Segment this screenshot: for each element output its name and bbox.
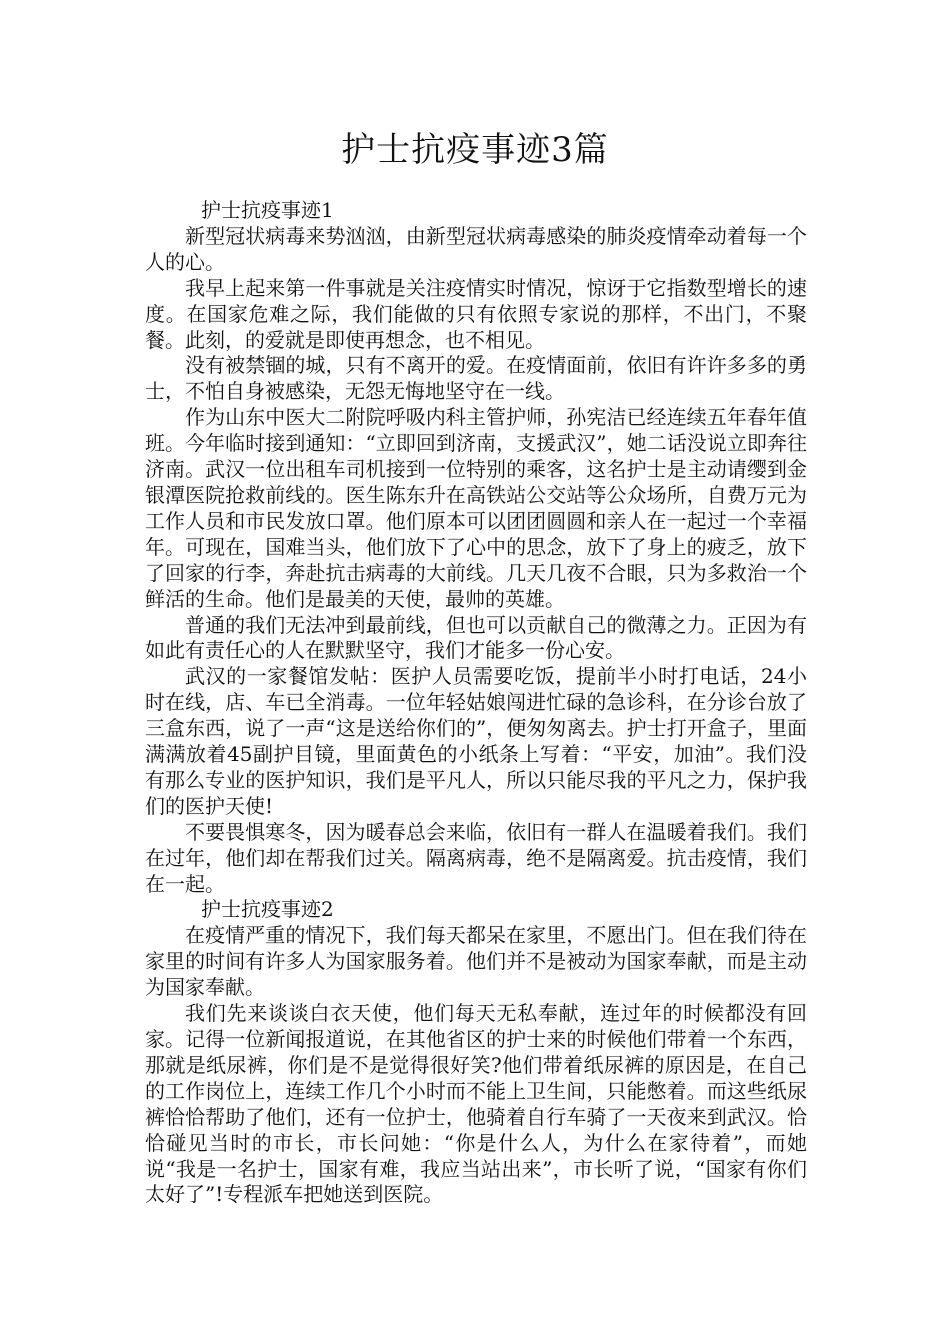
section-heading-1: 护士抗疫事迹1 (201, 198, 334, 222)
document-body (145, 198, 807, 1208)
paragraph: 我们先来谈谈白衣天使，他们每天无私奉献，连过年的时候都没有回家。记得一位新闻报道说，在其他省区的护士来的时候他们带着一个东西，那就是纸尿裤，你们是不是觉得很好笑?他们带着纸尿裤的原因是，在自己的工作岗位上，连续工作几个小时而不能上卫生间，只能憋着。而这些纸尿裤恰恰帮助了他们，还有一位护士，他骑着自行车骑了一天夜来到武汉。恰恰碰见当时的市长，市长问她：“你是什么人，为什么在家待着”，而她说“我是一名护士，国家有难，我应当站出来”，市长听了说，“国家有你们太好了”!专程派车把她送到医院。 (145, 1001, 807, 1207)
paragraph: 普通的我们无法冲到最前线，但也可以贡献自己的微薄之力。正因为有如此有责任心的人在默默坚守，我们才能多一份心安。 (145, 612, 807, 663)
paragraph: 没有被禁锢的城，只有不离开的爱。在疫情面前，依旧有许许多多的勇士，不怕自身被感染，无怨无悔地坚守在一线。 (145, 353, 807, 404)
document-title: 护士抗疫事迹3篇 (341, 130, 609, 170)
paragraph: 新型冠状病毒来势汹汹，由新型冠状病毒感染的肺炎疫情牵动着每一个人的心。 (145, 223, 807, 274)
paragraph: 我早上起来第一件事就是关注疫情实时情况，惊讶于它指数型增长的速度。在国家危难之际，我们能做的只有依照专家说的那样，不出门，不聚餐。此刻，的爱就是即使再想念，也不相见。 (145, 275, 807, 352)
paragraph: 武汉的一家餐馆发帖：医护人员需要吃饭，提前半小时打电话，24小时在线，店、车已全消毒。一位年轻姑娘闯进忙碌的急诊科，在分诊台放了三盒东西，说了一声“这是送给你们的”，便匆匆离去。护士打开盒子，里面满满放着45副护目镜，里面黄色的小纸条上写着：“平安，加油”。我们没有那么专业的医护知识，我们是平凡人，所以只能尽我的平凡之力，保护我们的医护天使! (145, 664, 807, 818)
paragraph: 不要畏惧寒冬，因为暖春总会来临，依旧有一群人在温暖着我们。我们在过年，他们却在帮我们过关。隔离病毒，绝不是隔离爱。抗击疫情，我们在一起。 (145, 819, 807, 896)
section-heading-2: 护士抗疫事迹2 (201, 897, 334, 922)
paragraph: 作为山东中医大二附院呼吸内科主管护师，孙宪洁已经连续五年春年值班。今年临时接到通知：“立即回到济南，支援武汉”，她二话没说立即奔往济南。武汉一位出租车司机接到一位特别的乘客，这名护士是主动请缨到金银潭医院抢救前线的。医生陈东升在高铁站公交站等公众场所，自费万元为工作人员和市民发放口罩。他们原本可以团团圆圆和亲人在一起过一个幸福年。可现在，国难当头，他们放下了心中的思念，放下了身上的疲乏，放下了回家的行李，奔赴抗击病毒的大前线。几天几夜不合眼，只为多救治一个鲜活的生命。他们是最美的天使，最帅的英雄。 (145, 405, 807, 611)
paragraph: 在疫情严重的情况下，我们每天都呆在家里，不愿出门。但在我们待在家里的时间有许多人为国家服务着。他们并不是被动为国家奉献，而是主动为国家奉献。 (145, 923, 807, 1000)
